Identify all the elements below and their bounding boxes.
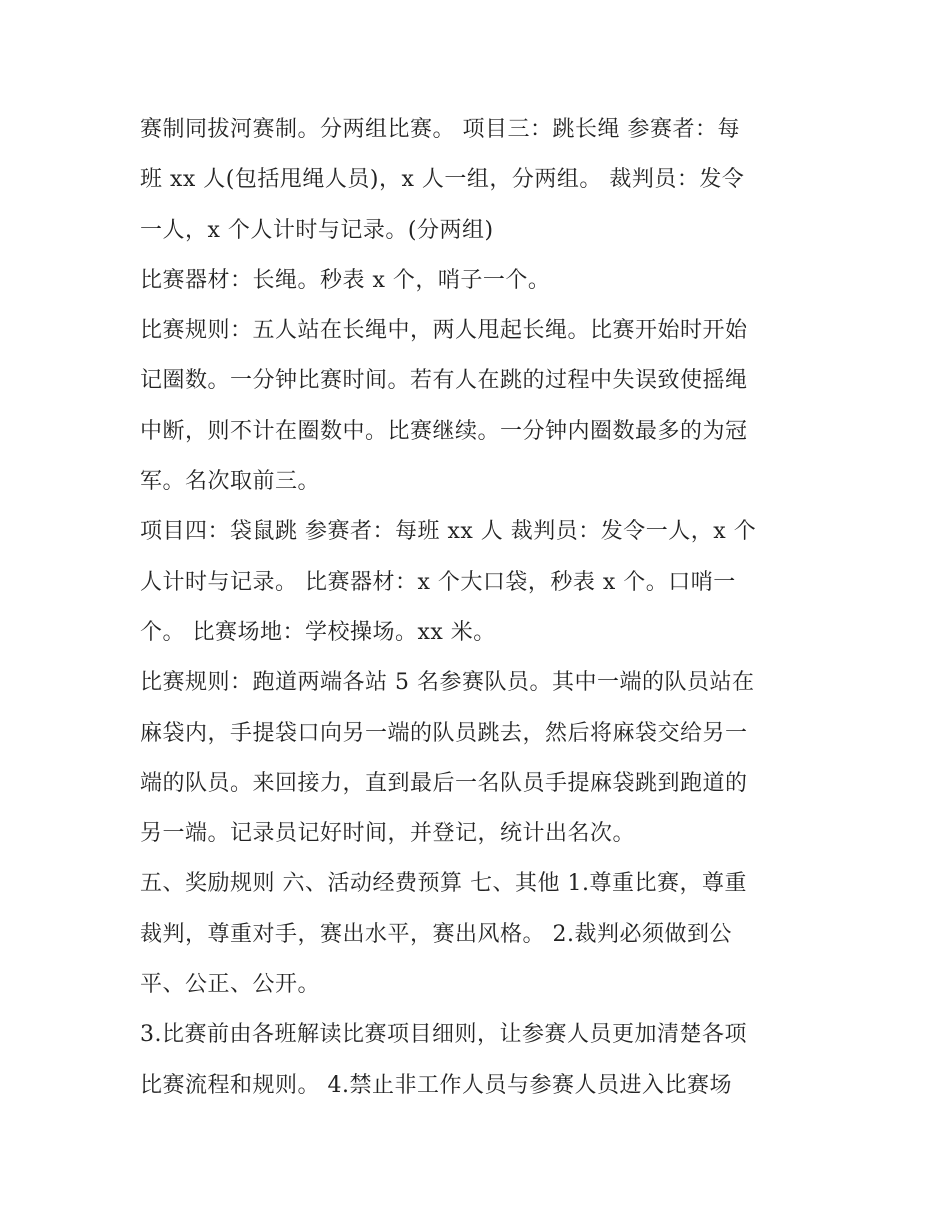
text-line: 裁判，尊重对手，赛出水平，赛出风格。 2.裁判必须做到公 bbox=[140, 921, 732, 947]
text-line: 比赛流程和规则。 4.禁止非工作人员与参赛人员进入比赛场 bbox=[140, 1072, 732, 1098]
body-text bbox=[140, 108, 820, 1114]
text-line: 五、奖励规则 六、活动经费预算 七、其他 1.尊重比赛，尊重 bbox=[140, 871, 747, 897]
text-line: 比赛规则：跑道两端各站 5 名参赛队员。其中一端的队员站在 bbox=[140, 670, 755, 696]
text-line: 赛制同拔河赛制。分两组比赛。 项目三：跳长绳 参赛者：每 bbox=[140, 117, 740, 142]
text-line: 比赛器材：长绳。秒表 x 个，哨子一个。 bbox=[140, 267, 551, 293]
text-line: 一人，x 个人计时与记录。(分两组) bbox=[140, 217, 494, 243]
text-line: 项目四：袋鼠跳 参赛者：每班 xx 人 裁判员：发令一人，x 个 bbox=[140, 519, 757, 545]
text-line: 3.比赛前由各班解读比赛项目细则，让参赛人员更加清楚各项 bbox=[140, 1022, 747, 1048]
text-line: 端的队员。来回接力，直到最后一名队员手提麻袋跳到跑道的 bbox=[140, 770, 748, 796]
text-line: 麻袋内，手提袋口向另一端的队员跳去，然后将麻袋交给另一 bbox=[140, 720, 748, 746]
text-line: 班 xx 人(包括甩绳人员)，x 人一组，分两组。 裁判员：发令 bbox=[140, 167, 745, 193]
text-line: 个。 比赛场地：学校操场。xx 米。 bbox=[140, 619, 496, 645]
text-line: 记圈数。一分钟比赛时间。若有人在跳的过程中失误致使摇绳 bbox=[140, 368, 748, 394]
text-line: 人计时与记录。 比赛器材：x 个大口袋，秒表 x 个。口哨一 bbox=[140, 569, 736, 595]
text-line: 军。名次取前三。 bbox=[140, 469, 321, 495]
text-line: 另一端。记录员记好时间，并登记，统计出名次。 bbox=[140, 821, 636, 847]
text-line: 中断，则不计在圈数中。比赛继续。一分钟内圈数最多的为冠 bbox=[140, 418, 748, 444]
text-line: 平、公正、公开。 bbox=[140, 972, 321, 998]
text-line: 比赛规则：五人站在长绳中，两人甩起长绳。比赛开始时开始 bbox=[140, 318, 748, 344]
